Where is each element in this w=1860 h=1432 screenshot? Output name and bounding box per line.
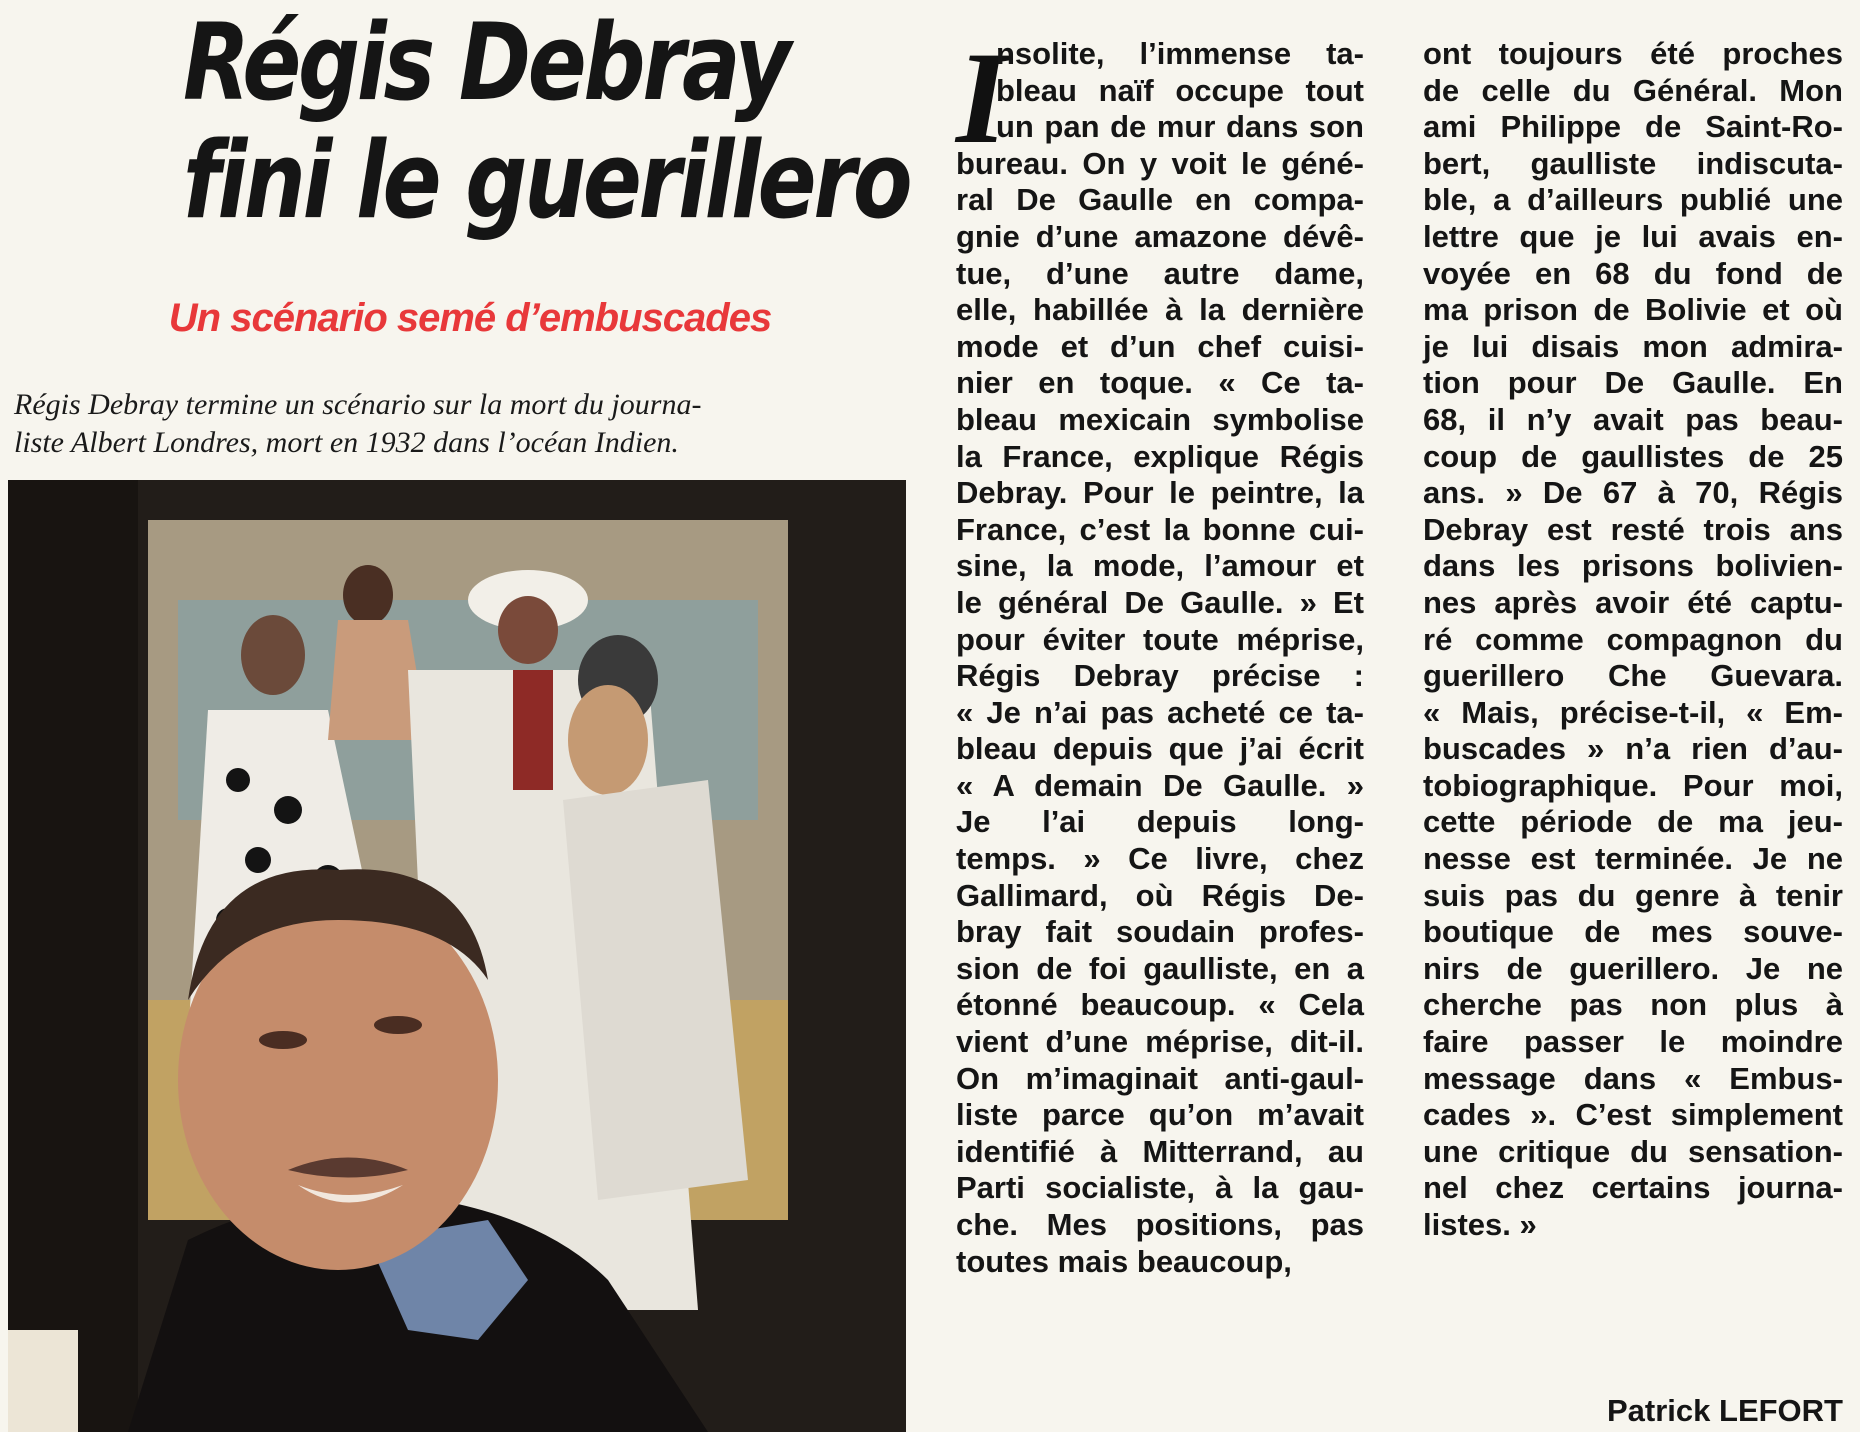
article-line: bleau depuis que j’ai écrit	[956, 731, 1364, 767]
article-line: bray fait soudain profes-	[956, 914, 1364, 950]
article-line: nirs de guerillero. Je ne	[1423, 950, 1843, 986]
article-line: France, c’est la bonne cui-	[956, 511, 1364, 547]
article-line: Parti socialiste, à la gau-	[956, 1170, 1364, 1206]
article-line: Je l’ai depuis long-	[956, 804, 1364, 840]
article-line: lettre que je lui avais en-	[1423, 218, 1843, 254]
article-line: ble, a d’ailleurs publié une	[1423, 182, 1843, 218]
headline-line-1: Régis Debray	[183, 1, 789, 124]
headline-line-2: fini le guerillero	[183, 119, 910, 242]
article-line: de celle du Général. Mon	[1423, 72, 1843, 108]
article-line: nel chez certains journa-	[1423, 1170, 1843, 1206]
article-line: boutique de mes souve-	[1423, 914, 1843, 950]
article-column-2	[1423, 36, 1843, 1244]
article-line: faire passer le moindre	[1423, 1024, 1843, 1060]
article-line: ans. » De 67 à 70, Régis	[1423, 475, 1843, 511]
article-column-1	[956, 24, 1364, 1280]
article-line: ont toujours été proches	[1423, 36, 1843, 71]
article-line: che. Mes positions, pas	[956, 1207, 1364, 1242]
article-photo	[8, 480, 906, 1432]
article-line: vient d’une méprise, dit-il.	[956, 1024, 1364, 1060]
article-line: « Je n’ai pas acheté ce ta-	[956, 694, 1364, 730]
article-line: guerillero Che Guevara.	[1423, 658, 1843, 694]
article-line: la France, explique Régis	[956, 438, 1364, 474]
article-line: buscades » n’a rien d’au-	[1423, 731, 1843, 767]
author-signature: Patrick LEFORT	[1607, 1393, 1843, 1428]
photo-caption	[14, 386, 894, 462]
article-line: temps. » Ce livre, chez	[956, 841, 1364, 877]
article-line: mode et d’un chef cuisi-	[956, 328, 1364, 364]
article-line: « Mais, précise-t-il, « Em-	[1423, 694, 1843, 730]
article-line: voyée en 68 du fond de	[1423, 255, 1843, 291]
article-line: tion pour De Gaulle. En	[1423, 365, 1843, 401]
article-line: un pan de mur dans son	[996, 109, 1364, 145]
article-line: sion de foi gaulliste, en a	[956, 950, 1364, 986]
article-line: ré comme compagnon du	[1423, 621, 1843, 657]
article-line: Régis Debray précise :	[956, 658, 1364, 694]
article-line: message dans « Embus-	[1423, 1060, 1843, 1096]
article-line: ami Philippe de Saint-Ro-	[1423, 109, 1843, 145]
article-line: pour éviter toute méprise,	[956, 621, 1364, 657]
article-line: dans les prisons bolivien-	[1423, 548, 1843, 584]
article-line: elle, habillée à la dernière	[956, 292, 1364, 328]
article-line: Gallimard, où Régis De-	[956, 877, 1364, 913]
article-line: identifié à Mitterrand, au	[956, 1133, 1364, 1169]
article-line: 68, il n’y avait pas beau-	[1423, 401, 1843, 437]
article-line: Debray est resté trois ans	[1423, 511, 1843, 547]
article-line: nsolite, l’immense ta-	[996, 36, 1364, 71]
article-line: toutes mais beaucoup,	[956, 1243, 1292, 1279]
article-line: bureau. On y voit le géné-	[956, 145, 1364, 181]
article-line: tobiographique. Pour moi,	[1423, 767, 1843, 803]
article-line: gnie d’une amazone dévê-	[956, 218, 1364, 254]
article-line: bleau naïf occupe tout	[996, 72, 1364, 108]
caption-line-1: Régis Debray termine un scénario sur la mort du journa-	[14, 388, 702, 421]
article-line: liste parce qu’on m’avait	[956, 1097, 1364, 1133]
article-line: nes après avoir été captu-	[1423, 584, 1843, 620]
article-line: suis pas du genre à tenir	[1423, 877, 1843, 913]
article-line: bleau mexicain symbolise	[956, 401, 1364, 437]
article-line: ma prison de Bolivie et où	[1423, 292, 1843, 328]
article-line: tue, d’une autre dame,	[956, 255, 1364, 291]
subheadline: Un scénario semé d’embuscades	[168, 296, 772, 340]
article-line: On m’imaginait anti-gaul-	[956, 1060, 1364, 1096]
article-line: étonné beaucoup. « Cela	[956, 987, 1364, 1023]
article-line: cette période de ma jeu-	[1423, 804, 1843, 840]
article-line: je lui disais mon admira-	[1423, 328, 1843, 364]
article-line: le général De Gaulle. » Et	[956, 584, 1364, 620]
article-line: nier en toque. « Ce ta-	[956, 365, 1364, 401]
article-line: cades ». C’est simplement	[1423, 1097, 1843, 1133]
article-line: Debray. Pour le peintre, la	[956, 475, 1364, 511]
photo-illustration	[8, 480, 906, 1432]
article-line: « A demain De Gaulle. »	[956, 767, 1364, 803]
article-line: sine, la mode, l’amour et	[956, 548, 1364, 584]
headline	[183, 1, 910, 242]
caption-line-2: liste Albert Londres, mort en 1932 dans l’océan Indien.	[14, 426, 679, 459]
article-line: coup de gaullistes de 25	[1423, 438, 1843, 474]
article-line: ral De Gaulle en compa-	[956, 182, 1364, 218]
drop-cap: I	[956, 24, 1008, 171]
article-line: bert, gaulliste indiscuta-	[1423, 145, 1843, 181]
article-line: cherche pas non plus à	[1423, 987, 1843, 1023]
article-line: nesse est terminée. Je ne	[1423, 841, 1843, 877]
article-line: une critique du sensation-	[1423, 1133, 1843, 1169]
article-line: listes. »	[1423, 1207, 1537, 1242]
